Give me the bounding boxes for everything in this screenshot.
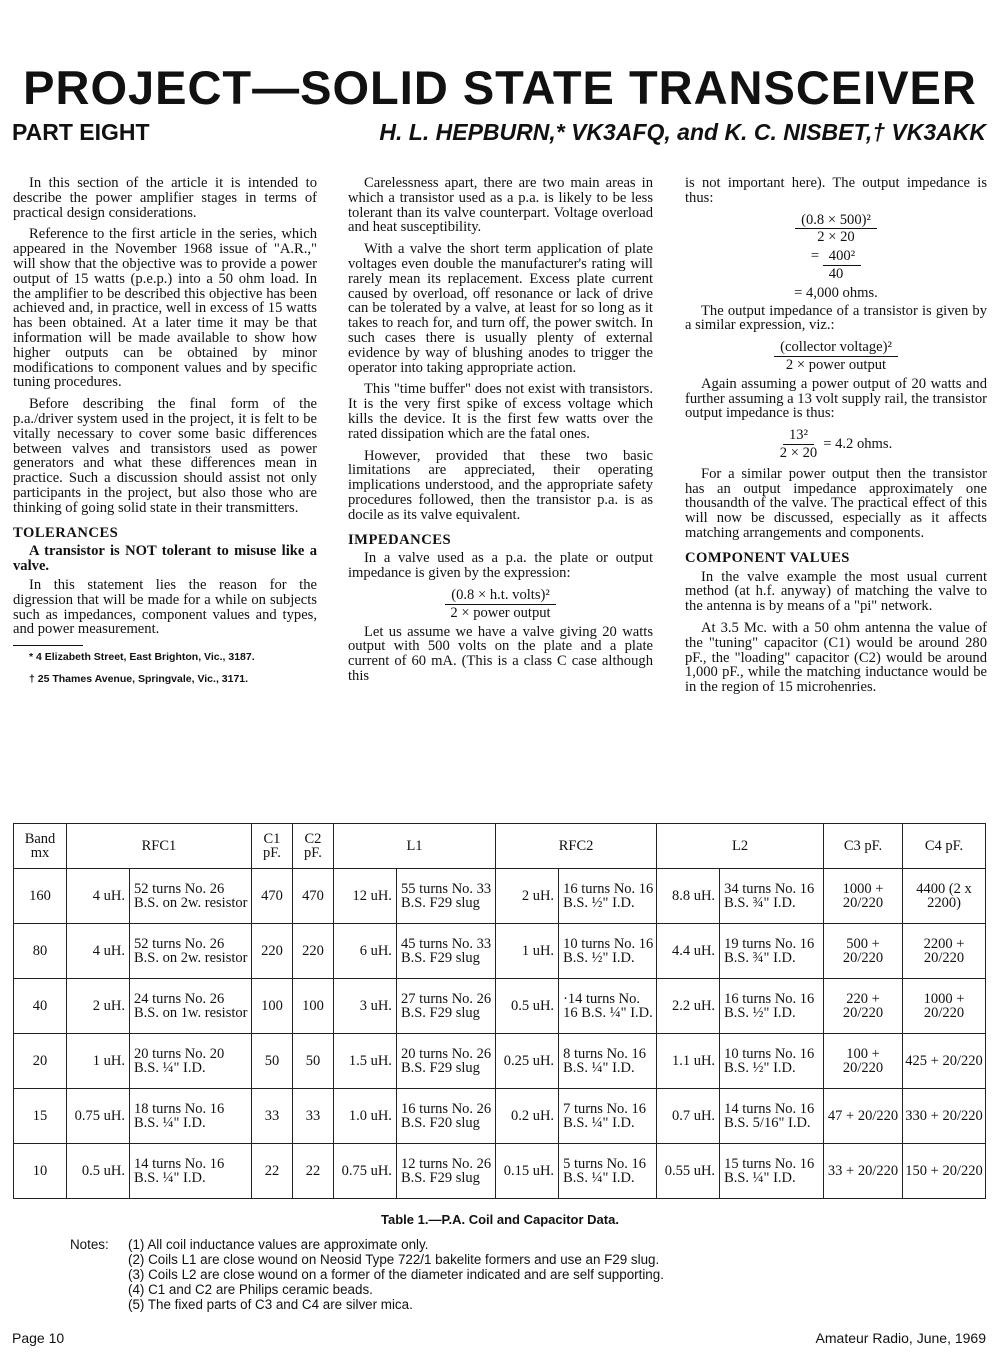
equation-4 — [685, 428, 987, 461]
cell-rfc2-description: 16 turns No. 16 B.S. ½" I.D. — [559, 869, 657, 924]
cell-band: 80 — [14, 924, 67, 979]
cell-c4: 150 + 20/220 — [903, 1144, 986, 1199]
paragraph: Let us assume we have a valve giving 20 watts output with 500 volts on the plate and a plate current of 60 mA. (This is a class C case although this — [348, 623, 653, 684]
cell-band: 160 — [14, 869, 67, 924]
paragraph: The output impedance of a transistor is given by a similar expression, viz.: — [685, 302, 987, 334]
paragraph: In this section of the article it is intended to describe the power amplifier stages in terms of practical design considerations. — [13, 175, 317, 221]
page-number: Page 10 — [12, 1330, 65, 1346]
cell-band: 40 — [14, 979, 67, 1034]
formula-denominator: 2 × power output — [785, 356, 887, 373]
cell-l2-inductance: 1.1 uH. — [657, 1034, 720, 1089]
cell-c3: 47 + 20/220 — [824, 1089, 903, 1144]
valve-impedance-formula — [348, 588, 653, 621]
column-3 — [685, 176, 987, 702]
publication-footer: Amateur Radio, June, 1969 — [815, 1330, 986, 1346]
cell-l2-inductance: 0.55 uH. — [657, 1144, 720, 1199]
cell-rfc1-description: 20 turns No. 20 B.S. ¼" I.D. — [130, 1034, 252, 1089]
table-row — [14, 924, 986, 979]
header-band: Band mx — [14, 824, 67, 869]
heading-impedances: IMPEDANCES — [348, 531, 452, 548]
cell-rfc2-inductance: 0.5 uH. — [496, 979, 559, 1034]
cell-rfc1-inductance: 4 uH. — [67, 869, 130, 924]
cell-c1: 22 — [251, 1144, 292, 1199]
cell-rfc1-description: 14 turns No. 16 B.S. ¼" I.D. — [130, 1144, 252, 1199]
coil-capacitor-table — [13, 823, 986, 1199]
paragraph: In this statement lies the reason for the digression that will be made for a while on subjects such as impedances, component values and types, and power measurement. — [13, 576, 317, 638]
note-item: (1) All coil inductance values are approximate only. — [128, 1237, 429, 1252]
cell-c1: 33 — [251, 1089, 292, 1144]
cell-c2: 22 — [292, 1144, 333, 1199]
table-header-row — [14, 824, 986, 869]
column-2 — [348, 176, 653, 691]
cell-l2-inductance: 0.7 uH. — [657, 1089, 720, 1144]
paragraph: In a valve used as a p.a. the plate or output impedance is given by the expression: — [348, 550, 653, 582]
cell-c2: 50 — [292, 1034, 333, 1089]
formula-denominator: 2 × 20 — [779, 444, 818, 461]
paragraph: For a similar power output then the transistor has an output impedance approximately one thousandth of the valve. The practical effect of this will now be discussed, especially as it affects matching arrangements and components. — [685, 465, 987, 541]
cell-l1-inductance: 1.5 uH. — [333, 1034, 396, 1089]
table-row — [14, 869, 986, 924]
paragraph: Carelessness apart, there are two main areas in which a transistor used as a p.a. is likely to be less tolerant than its valve counterpart. Voltage overload and heat susceptibility. — [348, 175, 653, 236]
authors: H. L. HEPBURN,* VK3AFQ, and K. C. NISBET,† VK3AKK — [379, 119, 986, 145]
cell-l2-inductance: 8.8 uH. — [657, 869, 720, 924]
cell-l2-description: 19 turns No. 16 B.S. ¾" I.D. — [720, 924, 824, 979]
cell-rfc1-inductance: 1 uH. — [67, 1034, 130, 1089]
cell-l2-description: 14 turns No. 16 B.S. 5/16" I.D. — [720, 1089, 824, 1144]
cell-rfc2-inductance: 2 uH. — [496, 869, 559, 924]
header-c1: C1 pF. — [251, 824, 292, 869]
notes — [70, 1237, 664, 1312]
footnote-1: * 4 Elizabeth Street, East Brighton, Vic., 3187. — [29, 651, 255, 664]
cell-rfc2-description: ·14 turns No. 16 B.S. ¼" I.D. — [559, 979, 657, 1034]
formula-numerator: (collector voltage)² — [774, 340, 898, 357]
cell-l1-description: 16 turns No. 26 B.S. F20 slug — [396, 1089, 495, 1144]
cell-band: 20 — [14, 1034, 67, 1089]
cell-l1-description: 27 turns No. 26 B.S. F29 slug — [396, 979, 495, 1034]
cell-rfc1-inductance: 4 uH. — [67, 924, 130, 979]
table-body — [14, 869, 986, 1199]
note-item: (2) Coils L1 are close wound on Neosid Type 722/1 bakelite formers and use an F29 slug. — [128, 1252, 660, 1267]
cell-rfc2-description: 10 turns No. 16 B.S. ½" I.D. — [559, 924, 657, 979]
cell-l1-inductance: 3 uH. — [333, 979, 396, 1034]
cell-rfc2-inductance: 0.2 uH. — [496, 1089, 559, 1144]
heading-component-values: COMPONENT VALUES — [685, 549, 850, 566]
header-c2: C2 pF. — [292, 824, 333, 869]
header-l1: L1 — [333, 824, 495, 869]
cell-rfc1-description: 18 turns No. 16 B.S. ¼" I.D. — [130, 1089, 252, 1144]
cell-c1: 100 — [251, 979, 292, 1034]
cell-c3: 220 + 20/220 — [824, 979, 903, 1034]
table-row — [14, 979, 986, 1034]
cell-l2-description: 34 turns No. 16 B.S. ¾" I.D. — [720, 869, 824, 924]
cell-c2: 100 — [292, 979, 333, 1034]
cell-c2: 220 — [292, 924, 333, 979]
footnote-rule — [13, 645, 83, 646]
paragraph: Again assuming a power output of 20 watts and further assuming a 13 volt supply rail, the transistor output impedance is thus: — [685, 375, 987, 422]
notes-label: Notes: — [70, 1237, 109, 1252]
footnote-2: † 25 Thames Avenue, Springvale, Vic., 3171. — [29, 673, 249, 686]
cell-l2-inductance: 2.2 uH. — [657, 979, 720, 1034]
paragraph: is not important here). The output impedance is thus: — [685, 175, 987, 206]
paragraph: Reference to the first article in the series, which appeared in the November 1968 issue of "A.R.," will show that the objective was to provide a power output of 15 watts (p.e.p.) into a 50 ohm load. In the amplifier to be described this objective has been achieved and, in practice, well in excess of 15 watts has been obtained. At a later time it may be that information will be made available to show how higher outputs can be obtained by minor modifications to component values and by specific tuning procedures. — [13, 226, 317, 391]
header-c4: C4 pF. — [903, 824, 986, 869]
formula-denominator: 2 × power output — [450, 604, 551, 621]
table-row — [14, 1089, 986, 1144]
cell-l1-inductance: 6 uH. — [333, 924, 396, 979]
cell-c1: 50 — [251, 1034, 292, 1089]
fraction — [780, 428, 817, 461]
paragraph: At 3.5 Mc. with a 50 ohm antenna the value of the "tuning" capacitor (C1) would be around 280 pF., the "loading" capacitor (C2) would be around 1,000 pF., while the matching inductance would be in the region of 15 microhenries. — [685, 619, 987, 696]
cell-rfc2-description: 7 turns No. 16 B.S. ¼" I.D. — [559, 1089, 657, 1144]
cell-l1-description: 12 turns No. 26 B.S. F29 slug — [396, 1144, 495, 1199]
formula-denominator: 40 — [828, 265, 844, 282]
equation-2 — [685, 249, 987, 282]
cell-c4: 2200 + 20/220 — [903, 924, 986, 979]
equation-1 — [685, 213, 987, 246]
equation-result: = 4.2 ohms. — [823, 436, 893, 453]
formula-numerator: 400² — [823, 249, 861, 266]
cell-rfc1-inductance: 0.75 uH. — [67, 1089, 130, 1144]
cell-band: 10 — [14, 1144, 67, 1199]
column-1 — [13, 176, 317, 694]
equals-sign: = — [810, 248, 823, 265]
cell-l2-description: 15 turns No. 16 B.S. ¼" I.D. — [720, 1144, 824, 1199]
cell-c2: 33 — [292, 1089, 333, 1144]
header-c3: C3 pF. — [824, 824, 903, 869]
cell-rfc2-inductance: 0.15 uH. — [496, 1144, 559, 1199]
cell-band: 15 — [14, 1089, 67, 1144]
cell-c3: 100 + 20/220 — [824, 1034, 903, 1089]
cell-c3: 33 + 20/220 — [824, 1144, 903, 1199]
notes-list — [70, 1237, 664, 1312]
cell-rfc2-inductance: 1 uH. — [496, 924, 559, 979]
cell-l1-inductance: 12 uH. — [333, 869, 396, 924]
cell-rfc1-description: 52 turns No. 26 B.S. on 2w. resistor — [130, 924, 252, 979]
cell-l1-inductance: 1.0 uH. — [333, 1089, 396, 1144]
table-row — [14, 1034, 986, 1089]
formula-numerator: (0.8 × 500)² — [795, 213, 877, 230]
cell-c1: 220 — [251, 924, 292, 979]
article-title: PROJECT—SOLID STATE TRANSCEIVER — [23, 61, 977, 114]
cell-rfc1-description: 24 turns No. 26 B.S. on 1w. resistor — [130, 979, 252, 1034]
cell-l1-inductance: 0.75 uH. — [333, 1144, 396, 1199]
cell-c1: 470 — [251, 869, 292, 924]
cell-rfc1-inductance: 0.5 uH. — [67, 1144, 130, 1199]
table-caption: Table 1.—P.A. Coil and Capacitor Data. — [381, 1212, 619, 1227]
cell-c4: 4400 (2 x 2200) — [903, 869, 986, 924]
cell-c4: 330 + 20/220 — [903, 1089, 986, 1144]
paragraph: However, provided that these two basic limitations are appreciated, their operating implications understood, and the appropriate safety procedures followed, then the transistor p.a. is as docile as its valve equivalent. — [348, 447, 653, 523]
equation-result: = 4,000 ohms. — [794, 284, 878, 301]
cell-l1-description: 45 turns No. 33 B.S. F29 slug — [396, 924, 495, 979]
cell-l2-description: 10 turns No. 16 B.S. ½" I.D. — [720, 1034, 824, 1089]
cell-rfc1-inductance: 2 uH. — [67, 979, 130, 1034]
cell-c2: 470 — [292, 869, 333, 924]
paragraph: With a valve the short term application of plate voltages even double the manufacturer's rating will rarely mean its replacement. Excess plate current caused by overload, off resonance or lack of drive can be tolerated by a valve, at least for so long as it takes to reach for, and turn off, the power switch. In such cases there is usually plenty of external evidence by way of blushing anodes to trigger the operator into taking appropriate action. — [348, 241, 653, 376]
cell-l2-description: 16 turns No. 16 B.S. ½" I.D. — [720, 979, 824, 1034]
formula-denominator: 2 × 20 — [817, 229, 855, 246]
table-row — [14, 1144, 986, 1199]
header-rfc2: RFC2 — [496, 824, 657, 869]
heading-tolerances: TOLERANCES — [13, 524, 119, 541]
header-l2: L2 — [657, 824, 824, 869]
part-label: PART EIGHT — [12, 119, 150, 145]
cell-l1-description: 20 turns No. 26 B.S. F29 slug — [396, 1034, 495, 1089]
cell-c3: 1000 + 20/220 — [824, 869, 903, 924]
cell-rfc2-description: 5 turns No. 16 B.S. ¼" I.D. — [559, 1144, 657, 1199]
cell-c4: 1000 + 20/220 — [903, 979, 986, 1034]
transistor-impedance-formula — [685, 340, 987, 373]
cell-rfc2-inductance: 0.25 uH. — [496, 1034, 559, 1089]
paragraph: This "time buffer" does not exist with transistors. It is the very first spike of excess voltage which kills the device. It is the first few watts over the rated dissipation which are the fatal ones. — [348, 381, 653, 442]
cell-rfc1-description: 52 turns No. 26 B.S. on 2w. resistor — [130, 869, 252, 924]
formula-numerator: (0.8 × h.t. volts)² — [445, 588, 556, 605]
cell-c4: 425 + 20/220 — [903, 1034, 986, 1089]
formula-numerator: 13² — [783, 428, 814, 445]
note-item: (3) Coils L2 are close wound on a former of the diameter indicated and are self supporting. — [128, 1267, 664, 1282]
cell-l1-description: 55 turns No. 33 B.S. F29 slug — [396, 869, 495, 924]
note-item: (5) The fixed parts of C3 and C4 are silver mica. — [128, 1297, 413, 1312]
lead-statement: A transistor is NOT tolerant to misuse like a valve. — [13, 543, 317, 575]
paragraph: Before describing the final form of the p.a./driver system used in the project, it is felt to be vitally necessary to cover some basic differences between valves and transistors used as power generators and what these differences mean in practice. Such a discussion should assist not only participants in the project, but also those who are thinking of going solid state in their transmitters. — [13, 396, 317, 516]
cell-c3: 500 + 20/220 — [824, 924, 903, 979]
header-rfc1: RFC1 — [67, 824, 252, 869]
note-item: (4) C1 and C2 are Philips ceramic beads. — [128, 1282, 373, 1297]
cell-rfc2-description: 8 turns No. 16 B.S. ¼" I.D. — [559, 1034, 657, 1089]
paragraph: In the valve example the most usual current method (at h.f. anyway) of matching the valve to the antenna is by means of a "pi" network. — [685, 568, 987, 615]
cell-l2-inductance: 4.4 uH. — [657, 924, 720, 979]
